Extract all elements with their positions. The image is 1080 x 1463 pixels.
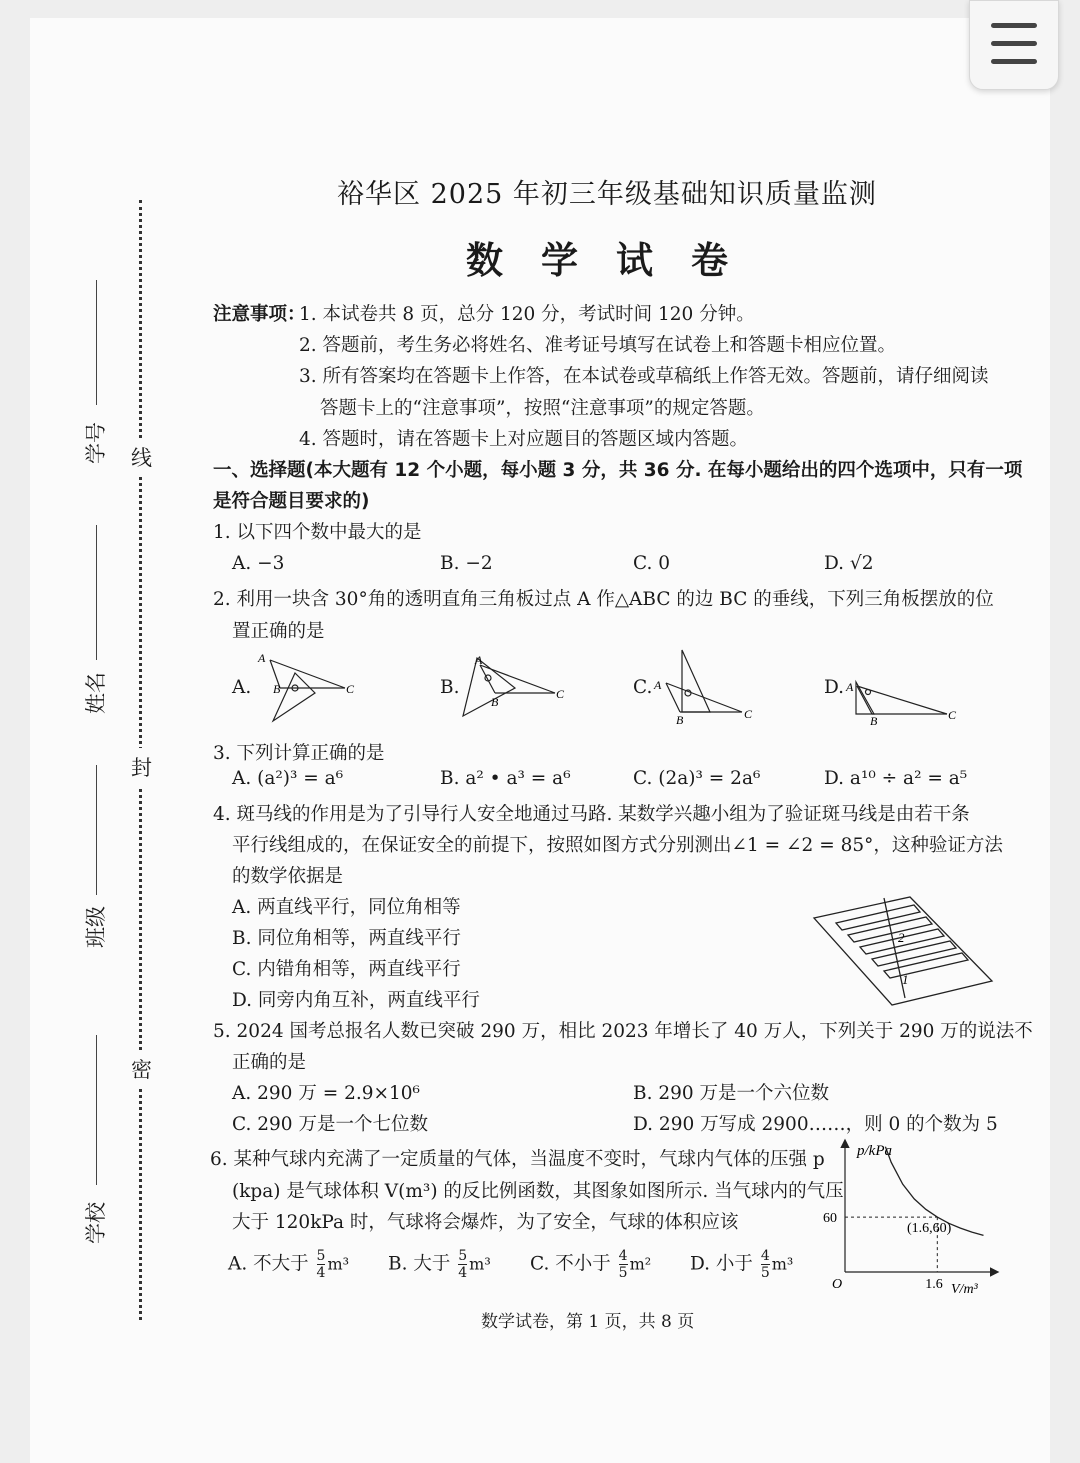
q6-stem-2: (kpa) 是气球体积 V(m³) 的反比例函数，其图象如图所示. 当气球内的气压 xyxy=(232,1181,844,1202)
note-1: 1. 本试卷共 8 页，总分 120 分，考试时间 120 分钟。 xyxy=(299,304,755,325)
q2-figure-d xyxy=(842,672,967,727)
section-heading-2: 是符合题目要求的) xyxy=(213,491,370,512)
q4-angle-1: 1 xyxy=(902,972,909,987)
q6-d-text: D. 小于 xyxy=(690,1253,753,1275)
q6-option-a xyxy=(228,1248,349,1281)
q2-b-point-c: C xyxy=(556,687,565,701)
page-footer: 数学试卷，第 1 页，共 8 页 xyxy=(481,1312,695,1332)
q2-option-b: B. xyxy=(440,677,460,698)
menu-icon-bar xyxy=(991,59,1037,64)
notes-label: 注意事项： xyxy=(213,304,306,325)
q4-stem-1: 4. 斑马线的作用是为了引导行人安全地通过马路. 某数学兴趣小组为了验证斑马线是由若干条 xyxy=(213,804,970,825)
q6-a-denominator: 4 xyxy=(316,1265,326,1281)
q6-stem-3: 大于 120kPa 时，气球将会爆炸，为了安全，气球的体积应该 xyxy=(232,1212,739,1233)
q3-option-c: C. (2a)³ = 2a⁶ xyxy=(633,768,761,789)
q1-option-d: D. √2 xyxy=(824,553,874,574)
q2-c-point-b: B xyxy=(676,713,684,727)
q6-c-numerator: 4 xyxy=(618,1248,628,1264)
student-id-blank[interactable] xyxy=(96,280,97,405)
q2-c-point-a: A xyxy=(654,678,662,692)
q6-a-unit: m³ xyxy=(327,1254,350,1274)
q4-angle-2: 2 xyxy=(898,930,905,945)
q5-option-a: A. 290 万 = 2.9×10⁶ xyxy=(232,1083,420,1104)
q6-b-numerator: 5 xyxy=(458,1248,468,1264)
q3-stem: 3. 下列计算正确的是 xyxy=(213,743,385,764)
q6-option-d xyxy=(690,1248,793,1281)
q5-option-b: B. 290 万是一个六位数 xyxy=(633,1083,830,1104)
note-2: 2. 答题前，考生务必将姓名、准考证号填写在试卷上和答题卡相应位置。 xyxy=(299,335,897,356)
q6-c-fraction xyxy=(619,1248,628,1281)
chart-x-label: V/m³ xyxy=(951,1282,978,1297)
q6-d-unit: m³ xyxy=(771,1254,794,1274)
q6-pressure-volume-chart xyxy=(815,1135,1000,1300)
q5-stem-1: 5. 2024 国考总报名人数已突破 290 万，相比 2023 年增长了 40 万人，下列关于 290 万的说法不 xyxy=(213,1021,1033,1042)
q5-option-d: D. 290 万写成 2900……，则 0 的个数为 5 xyxy=(633,1114,998,1135)
chart-origin: O xyxy=(832,1277,843,1292)
q2-figure-c xyxy=(650,645,760,730)
q6-option-b xyxy=(388,1248,491,1281)
q2-b-point-a: A xyxy=(475,653,483,667)
note-3a: 3. 所有答案均在答题卡上作答，在本试卷或草稿纸上作答无效。答题前，请仔细阅读 xyxy=(299,366,989,387)
seal-mark-line: 线 xyxy=(131,438,152,476)
q2-b-point-b: B xyxy=(491,695,499,709)
menu-icon xyxy=(991,23,1037,28)
q1-option-a: A. −3 xyxy=(232,553,285,574)
q6-a-text: A. 不大于 xyxy=(228,1253,309,1275)
subject-title: 数学试卷 xyxy=(466,238,766,282)
q4-option-a: A. 两直线平行，同位角相等 xyxy=(232,897,461,918)
q2-d-point-a: A xyxy=(846,680,854,694)
q2-a-point-c: C xyxy=(346,682,355,696)
q3-option-d: D. a¹⁰ ÷ a² = a⁵ xyxy=(824,768,968,789)
chart-y-tick: 60 xyxy=(823,1211,837,1227)
note-3b: 答题卡上的“注意事项”，按照“注意事项”的规定答题。 xyxy=(320,398,765,419)
class-blank[interactable] xyxy=(96,765,97,895)
q4-zebra-figure xyxy=(810,893,995,1013)
q6-b-unit: m³ xyxy=(469,1254,491,1274)
q5-stem-2: 正确的是 xyxy=(232,1052,307,1073)
chart-point-label: (1.6,60) xyxy=(907,1221,952,1236)
school-label: 学校 xyxy=(84,1202,108,1244)
q6-stem-1: 6. 某种气球内充满了一定质量的气体，当温度不变时，气球内气体的压强 p xyxy=(210,1149,825,1170)
q6-b-text: B. 大于 xyxy=(388,1253,451,1275)
q1-stem: 1. 以下四个数中最大的是 xyxy=(213,522,422,543)
q6-d-numerator: 4 xyxy=(760,1248,770,1264)
q2-figure-a xyxy=(255,648,365,728)
seal-mark-secret: 密 xyxy=(131,1050,152,1088)
student-id-label: 学号 xyxy=(84,422,108,464)
chart-y-label: p/kPa xyxy=(857,1143,892,1159)
q2-a-point-a: A xyxy=(258,651,266,665)
q6-d-fraction xyxy=(761,1248,770,1281)
q5-option-c: C. 290 万是一个七位数 xyxy=(232,1114,428,1135)
q6-d-denominator: 5 xyxy=(760,1265,770,1281)
class-label: 班级 xyxy=(84,906,108,948)
q4-stem-3: 的数学依据是 xyxy=(232,866,344,887)
q2-stem-2: 置正确的是 xyxy=(232,621,325,642)
q2-option-c: C. xyxy=(633,677,653,698)
q2-option-d: D. xyxy=(824,677,845,698)
q6-c-denominator: 5 xyxy=(618,1265,628,1281)
section-heading-1: 一、选择题(本大题有 12 个小题，每小题 3 分，共 36 分. 在每小题给出的四个选项中，只有一项 xyxy=(213,460,1023,481)
name-label: 姓名 xyxy=(84,672,108,714)
q6-a-fraction xyxy=(317,1248,326,1281)
q4-option-d: D. 同旁内角互补，两直线平行 xyxy=(232,990,480,1011)
seal-mark-seal: 封 xyxy=(131,748,152,786)
q6-b-fraction xyxy=(458,1248,467,1281)
q3-option-b: B. a² • a³ = a⁶ xyxy=(440,768,571,789)
note-4: 4. 答题时，请在答题卡上对应题目的答题区域内答题。 xyxy=(299,429,749,450)
q2-a-point-b: B xyxy=(273,682,281,696)
q4-option-b: B. 同位角相等，两直线平行 xyxy=(232,928,461,949)
menu-icon-bar xyxy=(991,41,1037,46)
chart-x-tick: 1.6 xyxy=(925,1277,943,1292)
q2-option-a: A. xyxy=(232,677,252,698)
exam-title: 裕华区 2025 年初三年级基础知识质量监测 xyxy=(337,179,877,210)
name-blank[interactable] xyxy=(96,525,97,660)
q2-stem-1: 2. 利用一块含 30°角的透明直角三角板过点 A 作△ABC 的边 BC 的垂线，下列三角板摆放的位 xyxy=(213,589,994,610)
q6-b-denominator: 4 xyxy=(458,1265,468,1281)
menu-button[interactable] xyxy=(969,0,1059,90)
q1-option-c: C. 0 xyxy=(633,553,671,574)
q4-stem-2: 平行线组成的，在保证安全的前提下，按照如图方式分别测出∠1 = ∠2 = 85°，这种验证方法 xyxy=(232,835,1003,856)
q6-c-text: C. 不小于 xyxy=(530,1253,611,1275)
q2-c-point-c: C xyxy=(744,707,753,721)
q6-a-numerator: 5 xyxy=(316,1248,326,1264)
q1-option-b: B. −2 xyxy=(440,553,493,574)
q2-d-point-c: C xyxy=(948,708,957,722)
q4-option-c: C. 内错角相等，两直线平行 xyxy=(232,959,461,980)
q2-d-point-b: B xyxy=(870,714,878,727)
school-blank[interactable] xyxy=(96,1035,97,1185)
q6-option-c xyxy=(530,1248,651,1281)
q2-figure-b xyxy=(455,648,575,728)
q3-option-a: A. (a²)³ = a⁶ xyxy=(232,768,344,789)
q6-c-unit: m² xyxy=(629,1254,652,1274)
